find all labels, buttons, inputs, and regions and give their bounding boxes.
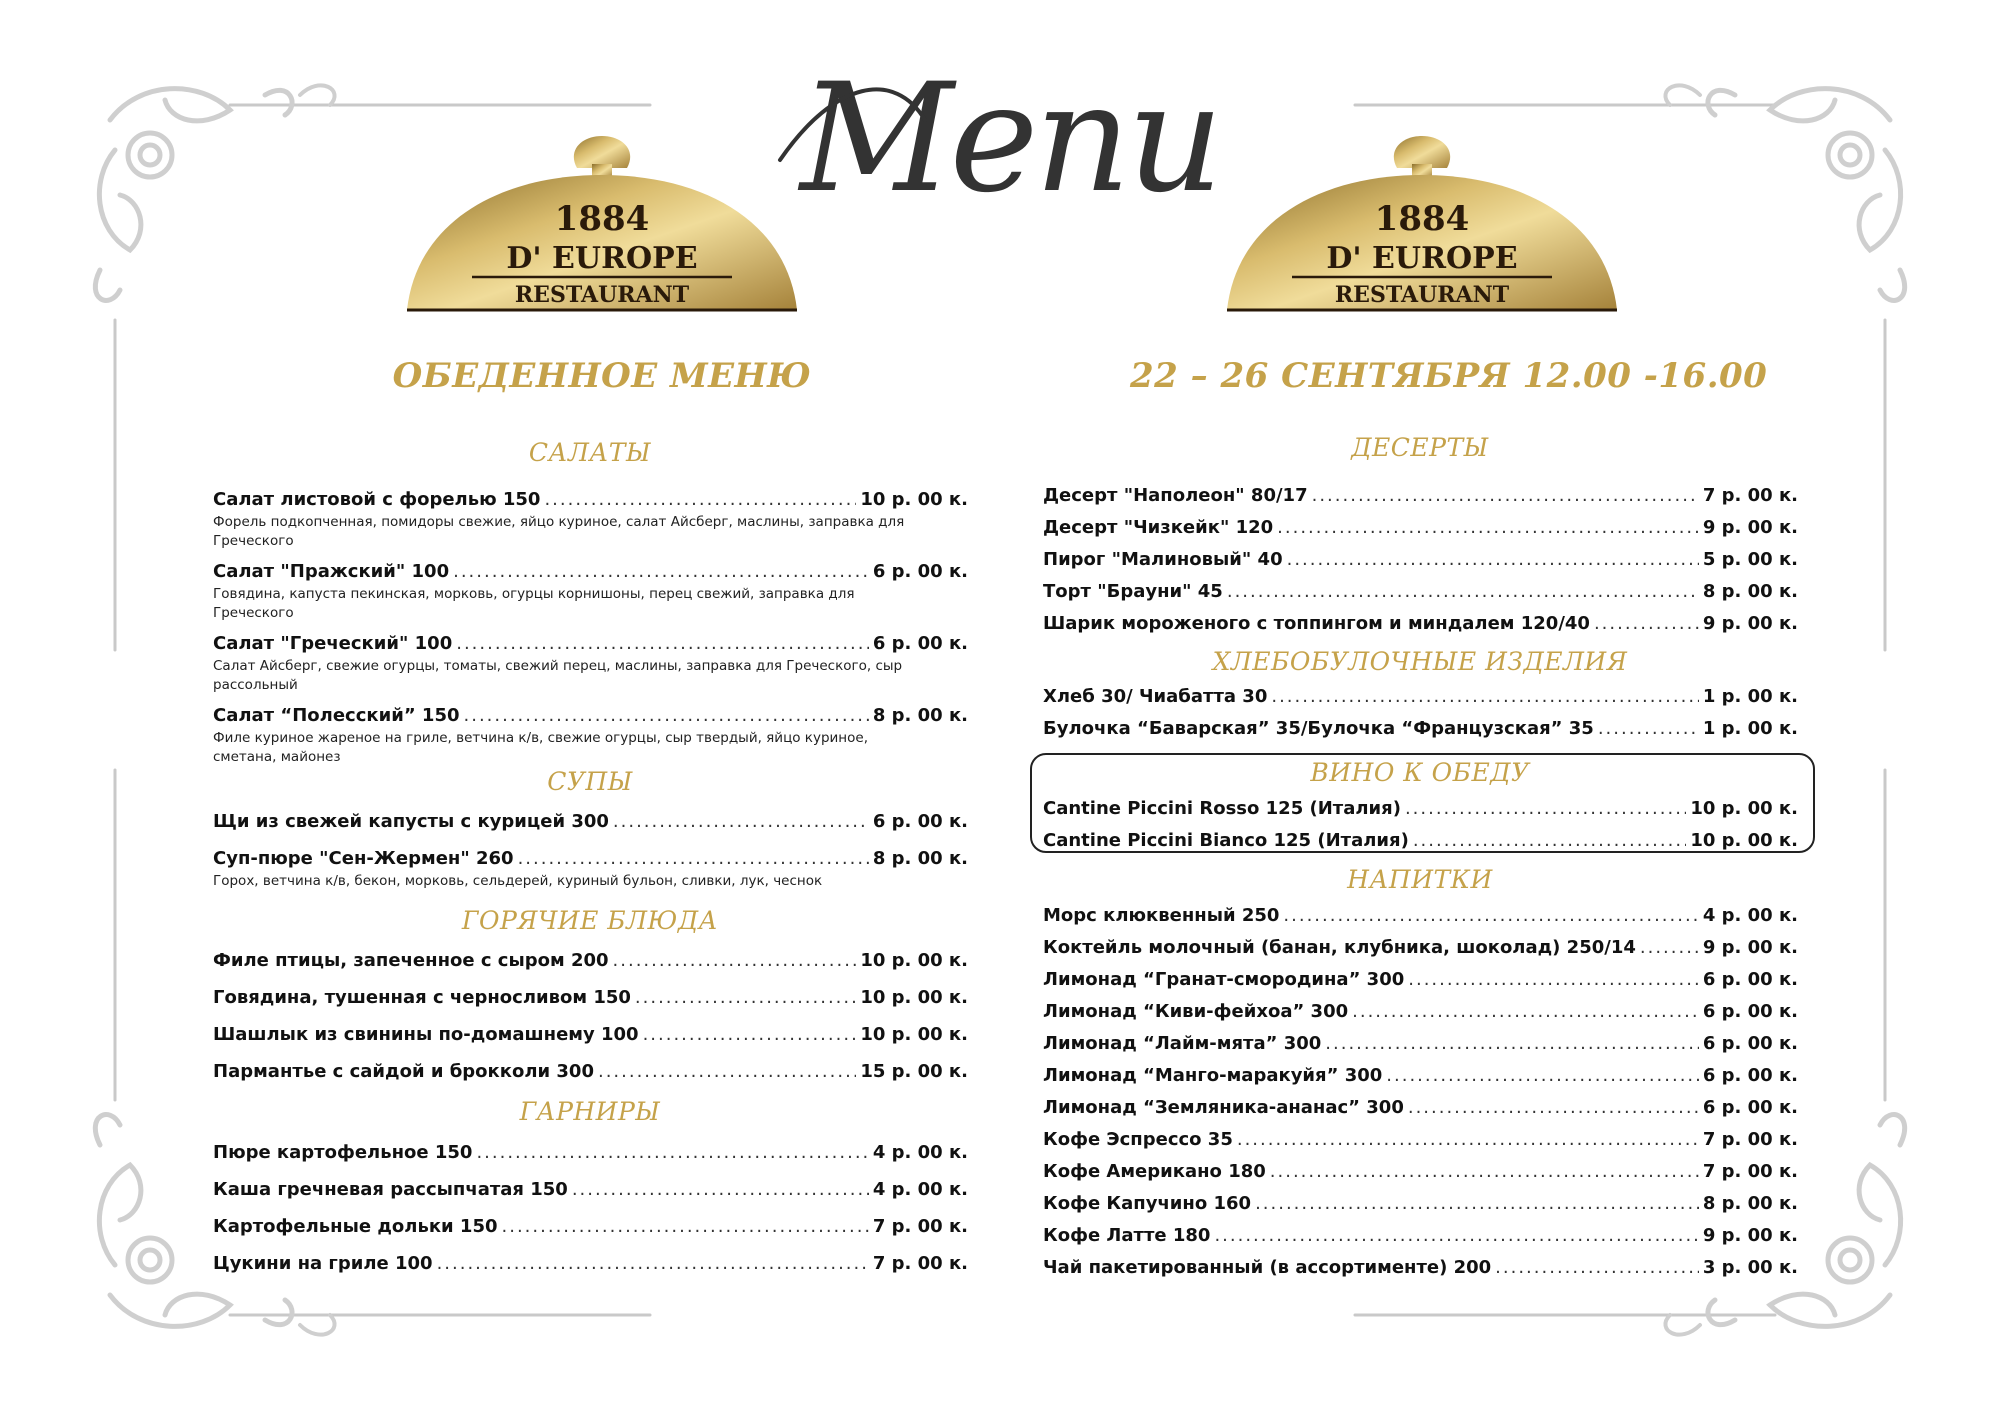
svg-text:1884: 1884 xyxy=(554,199,650,239)
item-price: 6 р. 00 к. xyxy=(1702,1033,1798,1054)
item-name: Кофе Капучино 160 xyxy=(1043,1193,1252,1214)
menu-item xyxy=(213,1216,968,1237)
section-title-desserts: ДЕСЕРТЫ xyxy=(1351,433,1489,462)
item-name: Говядина, тушенная с черносливом 150 xyxy=(213,987,631,1008)
section-title-garnish: ГАРНИРЫ xyxy=(519,1097,661,1126)
item-price: 6 р. 00 к. xyxy=(1702,969,1798,990)
item-price: 9 р. 00 к. xyxy=(1702,937,1798,958)
item-price: 10 р. 00 к. xyxy=(1690,798,1798,819)
menu-item xyxy=(213,811,968,832)
menu-item xyxy=(1043,686,1798,707)
item-name: Лимонад “Манго-маракуйя” 300 xyxy=(1043,1065,1383,1086)
item-description: Говядина, капуста пекинская, морковь, огурцы корнишоны, перец свежий, заправка для Греческого xyxy=(213,586,855,621)
item-price: 10 р. 00 к. xyxy=(860,950,968,971)
menu-item xyxy=(1043,1257,1798,1278)
item-price: 6 р. 00 к. xyxy=(872,811,968,832)
item-price: 4 р. 00 к. xyxy=(872,1179,968,1200)
item-price: 6 р. 00 к. xyxy=(872,633,968,654)
item-name: Пюре картофельное 150 xyxy=(213,1142,473,1163)
item-name: Кофе Американо 180 xyxy=(1043,1161,1266,1182)
item-price: 7 р. 00 к. xyxy=(1702,1129,1798,1150)
menu-item xyxy=(213,950,968,971)
item-name: Цукини на гриле 100 xyxy=(213,1253,433,1274)
menu-item xyxy=(1043,1225,1798,1246)
item-description: Горох, ветчина к/в, бекон, морковь, сельдерей, куриный бульон, сливки, лук, чеснок xyxy=(213,873,823,889)
item-price: 1 р. 00 к. xyxy=(1702,686,1798,707)
menu-item xyxy=(213,561,968,582)
item-price: 4 р. 00 к. xyxy=(872,1142,968,1163)
item-name: Булочка “Баварская” 35/Булочка “Французская” 35 xyxy=(1043,718,1594,739)
item-name: Десерт "Наполеон" 80/17 xyxy=(1043,485,1308,506)
menu-item xyxy=(1043,969,1798,990)
item-price: 9 р. 00 к. xyxy=(1702,1225,1798,1246)
item-price: 15 р. 00 к. xyxy=(860,1061,968,1082)
item-price: 6 р. 00 к. xyxy=(1702,1065,1798,1086)
item-price: 5 р. 00 к. xyxy=(1702,549,1798,570)
menu-script-title xyxy=(775,40,1235,240)
item-name: Салат "Греческий" 100 xyxy=(213,633,453,654)
item-name: Лимонад “Киви-фейхоа” 300 xyxy=(1043,1001,1349,1022)
item-price: 8 р. 00 к. xyxy=(872,705,968,726)
section-title-hot-dishes: ГОРЯЧИЕ БЛЮДА xyxy=(461,906,719,935)
menu-item xyxy=(1043,517,1798,538)
menu-item xyxy=(1043,905,1798,926)
item-price: 7 р. 00 к. xyxy=(872,1216,968,1237)
item-price: 9 р. 00 к. xyxy=(1702,613,1798,634)
menu-item xyxy=(213,1253,968,1274)
item-name: Пирог "Малиновый" 40 xyxy=(1043,549,1283,570)
item-name: Десерт "Чизкейк" 120 xyxy=(1043,517,1274,538)
menu-item xyxy=(1043,1129,1798,1150)
item-price: 8 р. 00 к. xyxy=(1702,1193,1798,1214)
item-name: Шарик мороженого с топпингом и миндалем 120/40 xyxy=(1043,613,1590,634)
item-price: 3 р. 00 к. xyxy=(1702,1257,1798,1278)
menu-item xyxy=(213,987,968,1008)
item-name: Cantine Piccini Bianco 125 (Италия) xyxy=(1043,830,1409,851)
menu-item xyxy=(213,1024,968,1045)
svg-text:1884: 1884 xyxy=(1374,199,1470,239)
item-name: Кофе Латте 180 xyxy=(1043,1225,1211,1246)
item-name: Суп-пюре "Сен-Жермен" 260 xyxy=(213,848,514,869)
item-price: 6 р. 00 к. xyxy=(872,561,968,582)
menu-item xyxy=(1043,581,1798,602)
item-price: 1 р. 00 к. xyxy=(1702,718,1798,739)
lunch-menu-title: ОБЕДЕННОЕ МЕНЮ xyxy=(392,356,812,396)
menu-item xyxy=(1043,1033,1798,1054)
section-title-soups: СУПЫ xyxy=(547,767,633,796)
restaurant-logo-right xyxy=(1212,130,1632,320)
menu-item xyxy=(213,633,968,654)
item-name: Лимонад “Земляника-ананас” 300 xyxy=(1043,1097,1404,1118)
restaurant-logo-left xyxy=(392,130,812,320)
item-price: 8 р. 00 к. xyxy=(1702,581,1798,602)
menu-item xyxy=(1043,1161,1798,1182)
item-name: Каша гречневая рассыпчатая 150 xyxy=(213,1179,568,1200)
item-name: Картофельные дольки 150 xyxy=(213,1216,498,1237)
svg-text:D' EUROPE: D' EUROPE xyxy=(506,241,698,276)
item-name: Салат “Полесский” 150 xyxy=(213,705,460,726)
menu-item xyxy=(213,489,968,510)
menu-item xyxy=(1043,718,1798,739)
item-name: Салат листовой с форелью 150 xyxy=(213,489,541,510)
item-description: Филе куриное жареное на гриле, ветчина к/в, свежие огурцы, сыр твердый, яйцо куриное, сметана, майонез xyxy=(213,730,868,765)
item-name: Щи из свежей капусты с курицей 300 xyxy=(213,811,609,832)
menu-item xyxy=(1043,1097,1798,1118)
item-name: Пармантье с сайдой и брокколи 300 xyxy=(213,1061,594,1082)
item-description: Форель подкопченная, помидоры свежие, яйцо куриное, салат Айсберг, маслины, заправка для Греческого xyxy=(213,514,905,549)
item-price: 10 р. 00 к. xyxy=(1690,830,1798,851)
svg-text:RESTAURANT: RESTAURANT xyxy=(514,282,690,308)
item-name: Салат "Пражский" 100 xyxy=(213,561,450,582)
item-name: Лимонад “Лайм-мята” 300 xyxy=(1043,1033,1322,1054)
item-price: 9 р. 00 к. xyxy=(1702,517,1798,538)
item-name: Филе птицы, запеченное с сыром 200 xyxy=(213,950,609,971)
item-description: Салат Айсберг, свежие огурцы, томаты, свежий перец, маслины, заправка для Греческого, сыр рассольный xyxy=(213,658,903,693)
item-name: Лимонад “Гранат-смородина” 300 xyxy=(1043,969,1405,990)
item-name: Кофе Эспрессо 35 xyxy=(1043,1129,1233,1150)
section-title-wine: ВИНО К ОБЕДУ xyxy=(1310,758,1530,787)
item-price: 7 р. 00 к. xyxy=(1702,485,1798,506)
section-title-bakery: ХЛЕБОБУЛОЧНЫЕ ИЗДЕЛИЯ xyxy=(1212,647,1628,676)
dates-time-title: 22 – 26 СЕНТЯБРЯ 12.00 -16.00 xyxy=(1130,356,1768,396)
menu-item xyxy=(1043,613,1798,634)
item-price: 7 р. 00 к. xyxy=(1702,1161,1798,1182)
menu-item xyxy=(1043,485,1798,506)
svg-text:D' EUROPE: D' EUROPE xyxy=(1326,241,1518,276)
item-price: 4 р. 00 к. xyxy=(1702,905,1798,926)
item-price: 6 р. 00 к. xyxy=(1702,1097,1798,1118)
item-price: 7 р. 00 к. xyxy=(872,1253,968,1274)
menu-item xyxy=(213,705,968,726)
item-name: Хлеб 30/ Чиабатта 30 xyxy=(1043,686,1268,707)
svg-text:RESTAURANT: RESTAURANT xyxy=(1334,282,1510,308)
item-price: 10 р. 00 к. xyxy=(860,987,968,1008)
item-name: Шашлык из свинины по-домашнему 100 xyxy=(213,1024,639,1045)
section-title-salads: САЛАТЫ xyxy=(528,438,652,467)
menu-item xyxy=(213,848,968,869)
menu-item xyxy=(213,1061,968,1082)
item-name: Чай пакетированный (в ассортименте) 200 xyxy=(1043,1257,1492,1278)
item-name: Коктейль молочный (банан, клубника, шоколад) 250/14 xyxy=(1043,937,1636,958)
menu-item xyxy=(1043,549,1798,570)
menu-item xyxy=(1043,1065,1798,1086)
menu-item xyxy=(213,1142,968,1163)
item-name: Морс клюквенный 250 xyxy=(1043,905,1280,926)
item-price: 8 р. 00 к. xyxy=(872,848,968,869)
menu-item xyxy=(1043,1193,1798,1214)
menu-item xyxy=(1043,830,1798,851)
menu-item xyxy=(1043,798,1798,819)
item-name: Cantine Piccini Rosso 125 (Италия) xyxy=(1043,798,1401,819)
menu-item xyxy=(1043,1001,1798,1022)
item-name: Торт "Брауни" 45 xyxy=(1043,581,1223,602)
item-price: 10 р. 00 к. xyxy=(860,489,968,510)
item-price: 6 р. 00 к. xyxy=(1702,1001,1798,1022)
menu-item xyxy=(1043,937,1798,958)
section-title-drinks: НАПИТКИ xyxy=(1347,865,1493,894)
svg-text:Menu: Menu xyxy=(800,52,1220,226)
menu-item xyxy=(213,1179,968,1200)
item-price: 10 р. 00 к. xyxy=(860,1024,968,1045)
